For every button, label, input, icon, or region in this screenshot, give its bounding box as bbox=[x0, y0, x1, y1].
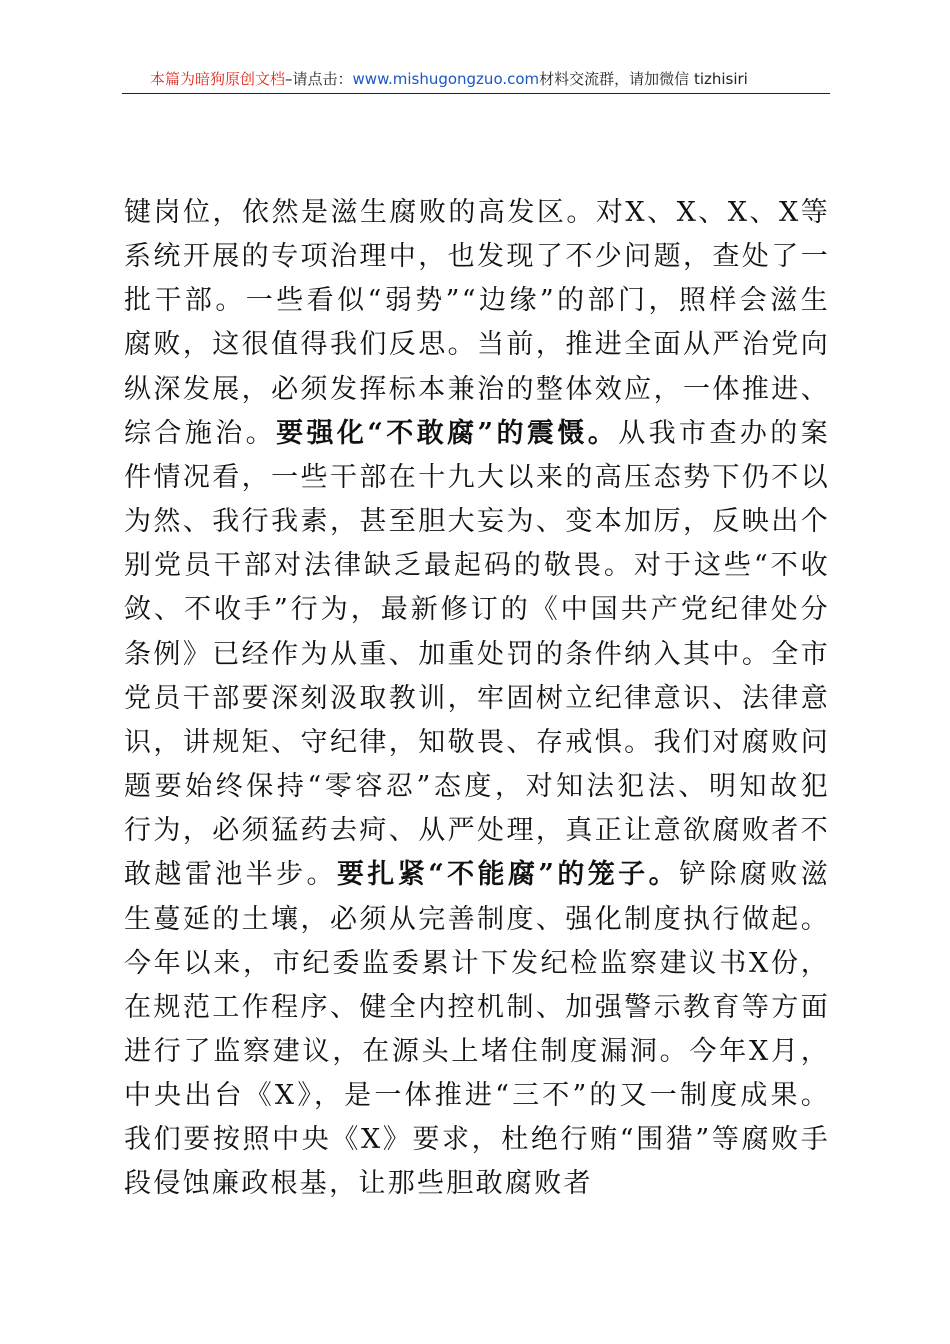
body-sentence-1: 键岗位，依然是滋生腐败的高发区。对X、X、X、X等系统开展的专项治理中，也发现了不少问题，查处了一批干部。一些看似“弱势”“边缘”的部门，照样会滋生腐败，这很值得我们反思。当前，推进全面从严治党向纵深发展，必须发挥标本兼治的整体效应，一体推进、综合施治。 bbox=[124, 197, 830, 449]
body-sentence-3: 铲除腐败滋生蔓延的土壤，必须从完善制度、强化制度执行做起。今年以来，市纪委监委累计下发纪检监察建议书X份，在规范工作程序、健全内控机制、加强警示教育等方面进行了监察建议，在源头上堵住制度漏洞。今年X月，中央出台《X》，是一体推进“三不”的又一制度成果。我们要按照中央《X》要求，杜绝行贿“围猎”等腐败手段侵蚀廉政根基，让那些胆敢腐败者 bbox=[124, 859, 831, 1200]
bold-heading-2: 要扎紧“不能腐”的笼子。 bbox=[336, 859, 680, 891]
document-body bbox=[124, 191, 830, 1207]
header-contact: 材料交流群，请加微信 tizhisiri bbox=[539, 70, 748, 88]
header-prompt: –请点击： bbox=[285, 70, 353, 88]
header-brand: 本篇为暗狗原创文档 bbox=[150, 70, 286, 88]
bold-heading-1: 要强化“不敢腐”的震慑。 bbox=[276, 417, 619, 449]
body-paragraph bbox=[124, 191, 830, 1207]
page-header bbox=[122, 68, 830, 94]
body-sentence-2: 从我市查办的案件情况看，一些干部在十九大以来的高压态势下仍不以为然、我行我素，甚至胆大妄为、变本加厉，反映出个别党员干部对法律缺乏最起码的敬畏。对于这些“不收敛、不收手”行为，最新修订的《中国共产党纪律处分条例》已经作为从重、加重处罚的条件纳入其中。全市党员干部要深刻汲取教训，牢固树立纪律意识、法律意识，讲规矩、守纪律，知敬畏、存戒惧。我们对腐败问题要始终保持“零容忍”态度，对知法犯法、明知故犯行为，必须猛药去疴、从严处理，真正让意欲腐败者不敢越雷池半步。 bbox=[124, 417, 830, 891]
header-url-link[interactable]: www.mishugongzuo.com bbox=[352, 70, 540, 88]
